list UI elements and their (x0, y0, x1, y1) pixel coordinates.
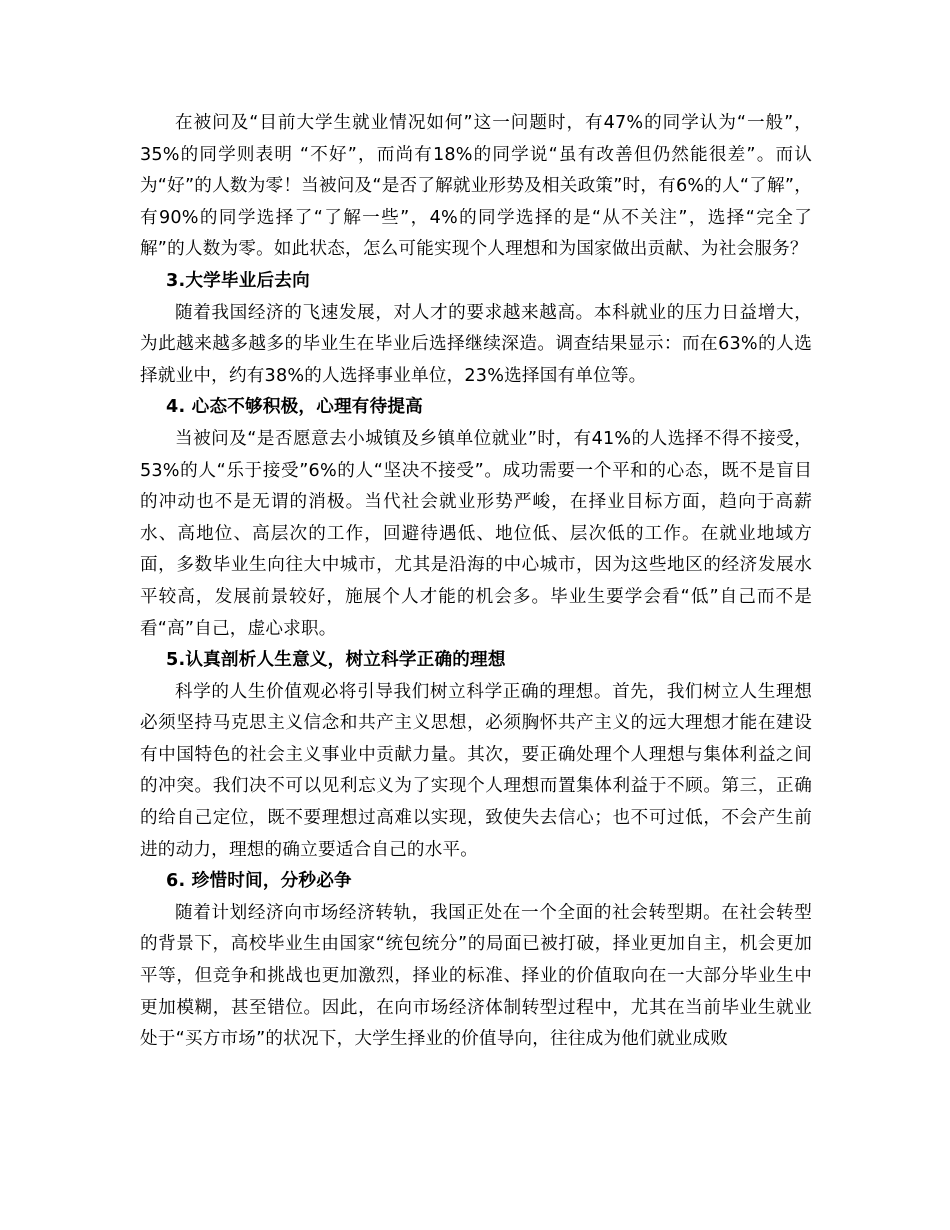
section-heading-5: 5.认真剖析人生意义，树立科学正确的理想 (166, 650, 506, 671)
paragraph-graduate-destination: 随着我国经济的飞速发展，对人才的要求越来越高。本科就业的压力日益增大，为此越来越多越多的毕业生在毕业后选择继续深造。调查结果显示：而在63%的人选择就业中，约有38%的人选择事业单位，23%选择国有单位等。 (140, 302, 812, 386)
section-heading-4: 4. 心态不够积极，心理有待提高 (166, 397, 423, 418)
section-heading-6: 6. 珍惜时间，分秒必争 (166, 871, 352, 892)
paragraph-employment-survey: 在被问及“目前大学生就业情况如何”这一问题时，有47%的同学认为“一般”，35%的同学则表明 “不好”，而尚有18%的同学说“虽有改善但仍然能很差”。而认为“好”的人数为零！当被问及“是否了解就业形势及相关政策”时，有6%的人“了解”，有90%的同学选择了“了解一些”，4%的同学选择的是“从不关注”，选择“完全了解”的人数为零。如此状态，怎么可能实现个人理想和为国家做出贡献、为社会服务？ (140, 113, 812, 260)
section-heading-3: 3.大学毕业后去向 (166, 270, 310, 291)
document-body (140, 108, 812, 1056)
paragraph-mindset: 当被问及“是否愿意去小城镇及乡镇单位就业”时，有41%的人选择不得不接受，53%的人“乐于接受”6%的人“坚决不接受”。成功需要一个平和的心态，既不是盲目的冲动也不是无谓的消极。当代社会就业形势严峻，在择业目标方面，趋向于高薪水、高地位、高层次的工作，回避待遇低、地位低、层次低的工作。在就业地域方面，多数毕业生向往大中城市，尤其是沿海的中心城市，因为这些地区的经济发展水平较高，发展前景较好，施展个人才能的机会多。毕业生要学会看“低”自己而不是看“高”自己，虚心求职。 (140, 428, 812, 639)
paragraph-time: 随着计划经济向市场经济转轨，我国正处在一个全面的社会转型期。在社会转型的背景下，高校毕业生由国家“统包统分”的局面已被打破，择业更加自主，机会更加平等，但竞争和挑战也更加激烈，择业的标准、择业的价值取向在一大部分毕业生中更加模糊，甚至错位。因此，在向市场经济体制转型过程中，尤其在当前毕业生就业处于“买方市场”的状况下，大学生择业的价值导向，往往成为他们就业成败 (140, 902, 812, 1050)
paragraph-ideals: 科学的人生价值观必将引导我们树立科学正确的理想。首先，我们树立人生理想必须坚持马克思主义信念和共产主义思想，必须胸怀共产主义的远大理想才能在建设有中国特色的社会主义事业中贡献力量。其次，要正确处理个人理想与集体利益之间的冲突。我们决不可以见利忘义为了实现个人理想而置集体利益于不顾。第三，正确的给自己定位，既不要理想过高难以实现，致使失去信心；也不可过低，不会产生前进的动力，理想的确立要适合自己的水平。 (140, 681, 812, 860)
